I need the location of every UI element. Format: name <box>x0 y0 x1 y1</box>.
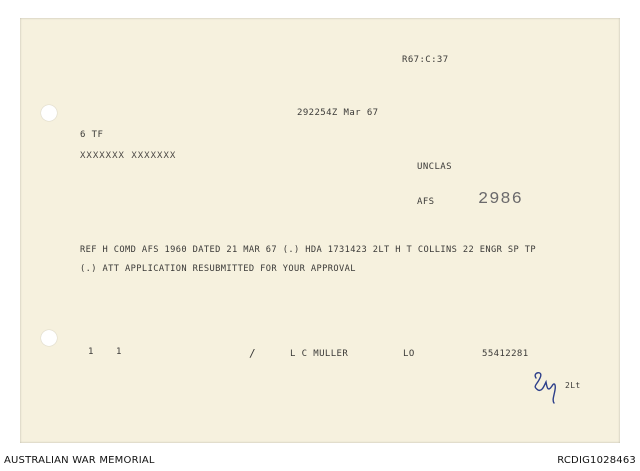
service-number: 55412281 <box>482 349 529 359</box>
slash-mark: / <box>249 347 257 360</box>
message-body-line-2: (.) ATT APPLICATION RESUBMITTED FOR YOUR APPROVAL <box>80 264 356 274</box>
originator-appointment: LO <box>403 349 415 359</box>
originator-name: L C MULLER <box>290 349 349 359</box>
initial-tag: 2Lt <box>565 381 581 390</box>
date-time-group: 292254Z Mar 67 <box>297 108 379 118</box>
classification: UNCLAS <box>417 162 452 172</box>
reference-number-stamp: 2986 <box>478 190 523 209</box>
page-mark-2: 1 <box>116 347 122 357</box>
punch-hole-bottom <box>41 330 57 346</box>
from-line: 6 TF <box>80 130 104 140</box>
footer-record-id: RCDIG1028463 <box>557 455 636 466</box>
reference-label: AFS <box>417 197 435 207</box>
message-body-line-1: REF H COMD AFS 1960 DATED 21 MAR 67 (.) HDA 1731423 2LT H T COLLINS 22 ENGR SP TP <box>80 245 537 255</box>
handwritten-signature <box>530 366 570 406</box>
to-line-struck: XXXXXXX XXXXXXX <box>80 151 177 161</box>
file-reference: R67:C:37 <box>402 55 449 65</box>
footer-source: AUSTRALIAN WAR MEMORIAL <box>4 455 155 466</box>
page-mark-1: 1 <box>88 347 94 357</box>
punch-hole-top <box>41 105 57 121</box>
